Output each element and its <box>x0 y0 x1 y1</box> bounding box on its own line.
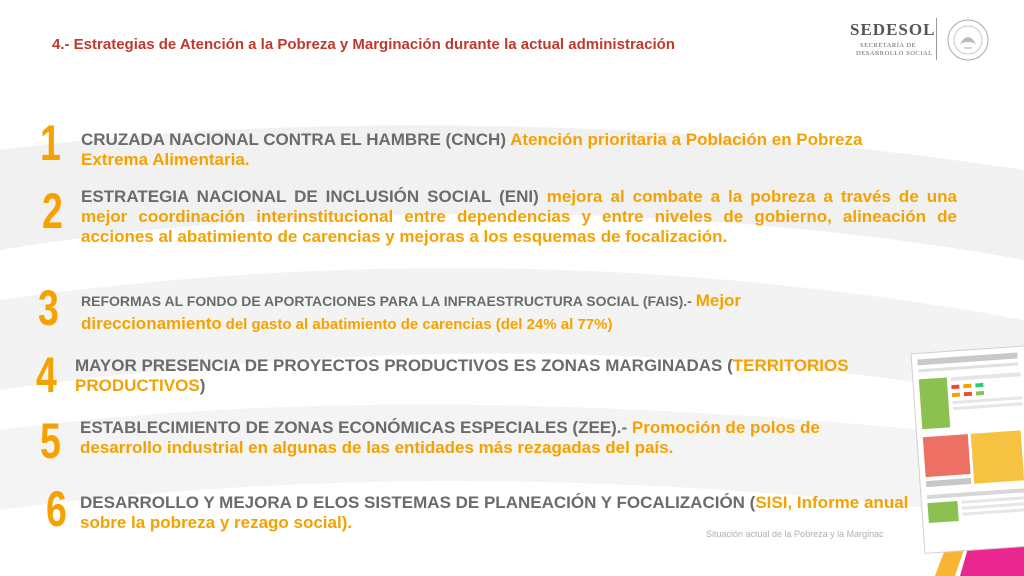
logo-brand: SEDESOL <box>850 20 936 39</box>
item-6-label: DESARROLLO Y MEJORA D ELOS SISTEMAS DE PLANEACIÓN Y FOCALIZACIÓN ( <box>80 493 756 512</box>
item-4-label: MAYOR PRESENCIA DE PROYECTOS PRODUCTIVOS ES ZONAS MARGINADAS ( <box>75 356 733 375</box>
item-5-label: ESTABLECIMIENTO DE ZONAS ECONÓMICAS ESPECIALES (ZEE).- <box>80 418 628 437</box>
item-number-2: 2 <box>42 183 63 239</box>
item-2-text <box>81 187 957 247</box>
coat-of-arms-icon <box>946 18 990 62</box>
item-1-text <box>81 130 911 170</box>
item-4-label-end: ) <box>199 376 206 396</box>
item-3-text <box>81 290 871 336</box>
item-5-detail: Promoción de polos de desarrollo industrial en algunas de las entidades más rezagadas del país. <box>80 418 820 458</box>
item-3-label: REFORMAS AL FONDO DE APORTACIONES PARA LA INFRAESTRUCTURA SOCIAL (FAIS).- <box>81 293 692 309</box>
sedesol-logo <box>846 18 996 62</box>
logo-separator <box>936 18 937 60</box>
item-number-3: 3 <box>38 280 59 336</box>
logo-subtitle-1: SECRETARÍA DE <box>860 42 916 49</box>
item-1-detail: Atención prioritaria a Población en Pobreza Extrema Alimentaria. <box>81 130 863 170</box>
item-3-detail: del gasto al abatimiento de carencias (del 24% al 77%) <box>225 315 613 333</box>
item-4-text <box>75 356 905 396</box>
footer-caption: Situación actual de la Pobreza y la Marginac <box>706 529 884 539</box>
logo-subtitle-2: DESARROLLO SOCIAL <box>856 50 933 57</box>
item-1-label: CRUZADA NACIONAL CONTRA EL HAMBRE (CNCH) <box>81 130 506 149</box>
item-3-detail-big: Mejor direccionamiento <box>81 291 742 333</box>
report-thumbnail <box>910 342 1024 576</box>
item-number-4: 4 <box>36 347 57 403</box>
item-5-text <box>80 418 900 458</box>
page-title: 4.- Estrategias de Atención a la Pobreza y Marginación durante la actual administración <box>52 36 675 53</box>
item-4-detail: TERRITORIOS PRODUCTIVOS <box>75 356 849 396</box>
item-6-detail: SISI, Informe anual sobre la pobreza y rezago social). <box>80 493 909 533</box>
item-6-text <box>80 493 920 533</box>
item-number-1: 1 <box>40 115 61 171</box>
item-number-5: 5 <box>40 413 61 469</box>
item-2-detail: mejora al combate a la pobreza a través de una mejor coordinación interinstitucional entre dependencias y entre niveles de gobierno, alineación de acciones al abatimiento de carencias y mejoras a los esquemas de focalización. <box>81 187 957 247</box>
item-number-6: 6 <box>46 481 67 537</box>
item-2-label: ESTRATEGIA NACIONAL DE INCLUSIÓN SOCIAL (ENI) <box>81 187 539 206</box>
